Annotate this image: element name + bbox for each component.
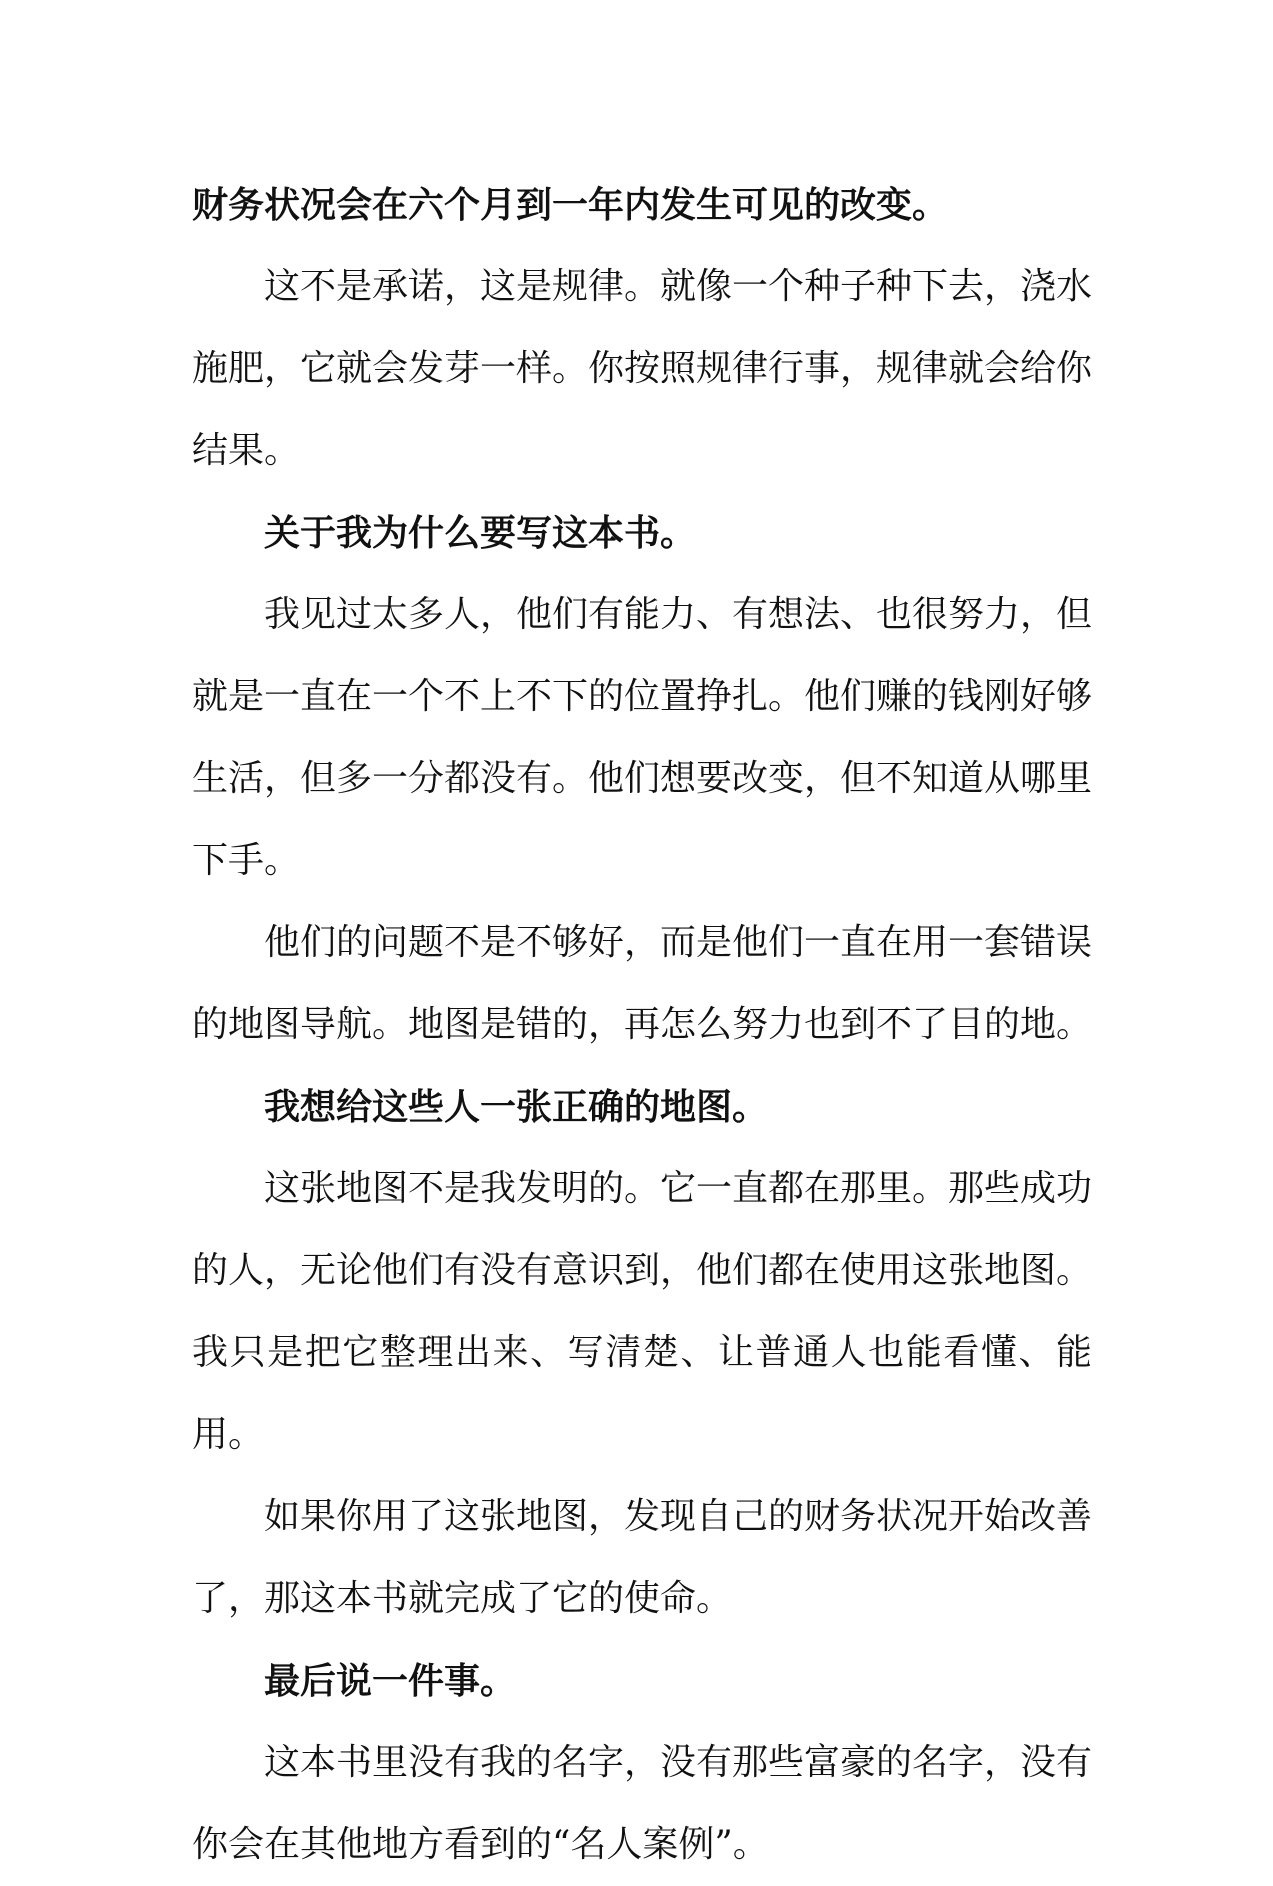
document-body bbox=[192, 164, 1092, 1886]
paragraph-4: 我见过太多人，他们有能力、有想法、也很努力，但就是一直在一个不上不下的位置挣扎。他们赚的钱刚好够生活，但多一分都没有。他们想要改变，但不知道从哪里下手。 bbox=[192, 594, 1093, 881]
paragraph-10: 这本书里没有我的名字，没有那些富豪的名字，没有你会在其他地方看到的“名人案例”。 bbox=[192, 1742, 1093, 1865]
paragraph-5: 他们的问题不是不够好，而是他们一直在用一套错误的地图导航。地图是错的，再怎么努力也到不了目的地。 bbox=[192, 922, 1093, 1045]
section-heading-why-write: 关于我为什么要写这本书。 bbox=[264, 512, 697, 554]
section-heading-correct-map: 我想给这些人一张正确的地图。 bbox=[264, 1086, 769, 1128]
paragraph-2: 这不是承诺，这是规律。就像一个种子种下去，浇水施肥，它就会发芽一样。你按照规律行事，规律就会给你结果。 bbox=[192, 266, 1093, 471]
paragraph-1: 财务状况会在六个月到一年内发生可见的改变。 bbox=[192, 184, 949, 226]
paragraph-7: 这张地图不是我发明的。它一直都在那里。那些成功的人，无论他们有没有意识到，他们都在使用这张地图。我只是把它整理出来、写清楚、让普通人也能看懂、能用。 bbox=[192, 1168, 1093, 1455]
section-heading-last-thing: 最后说一件事。 bbox=[264, 1660, 517, 1702]
paragraph-8: 如果你用了这张地图，发现自己的财务状况开始改善了，那这本书就完成了它的使命。 bbox=[192, 1496, 1093, 1619]
